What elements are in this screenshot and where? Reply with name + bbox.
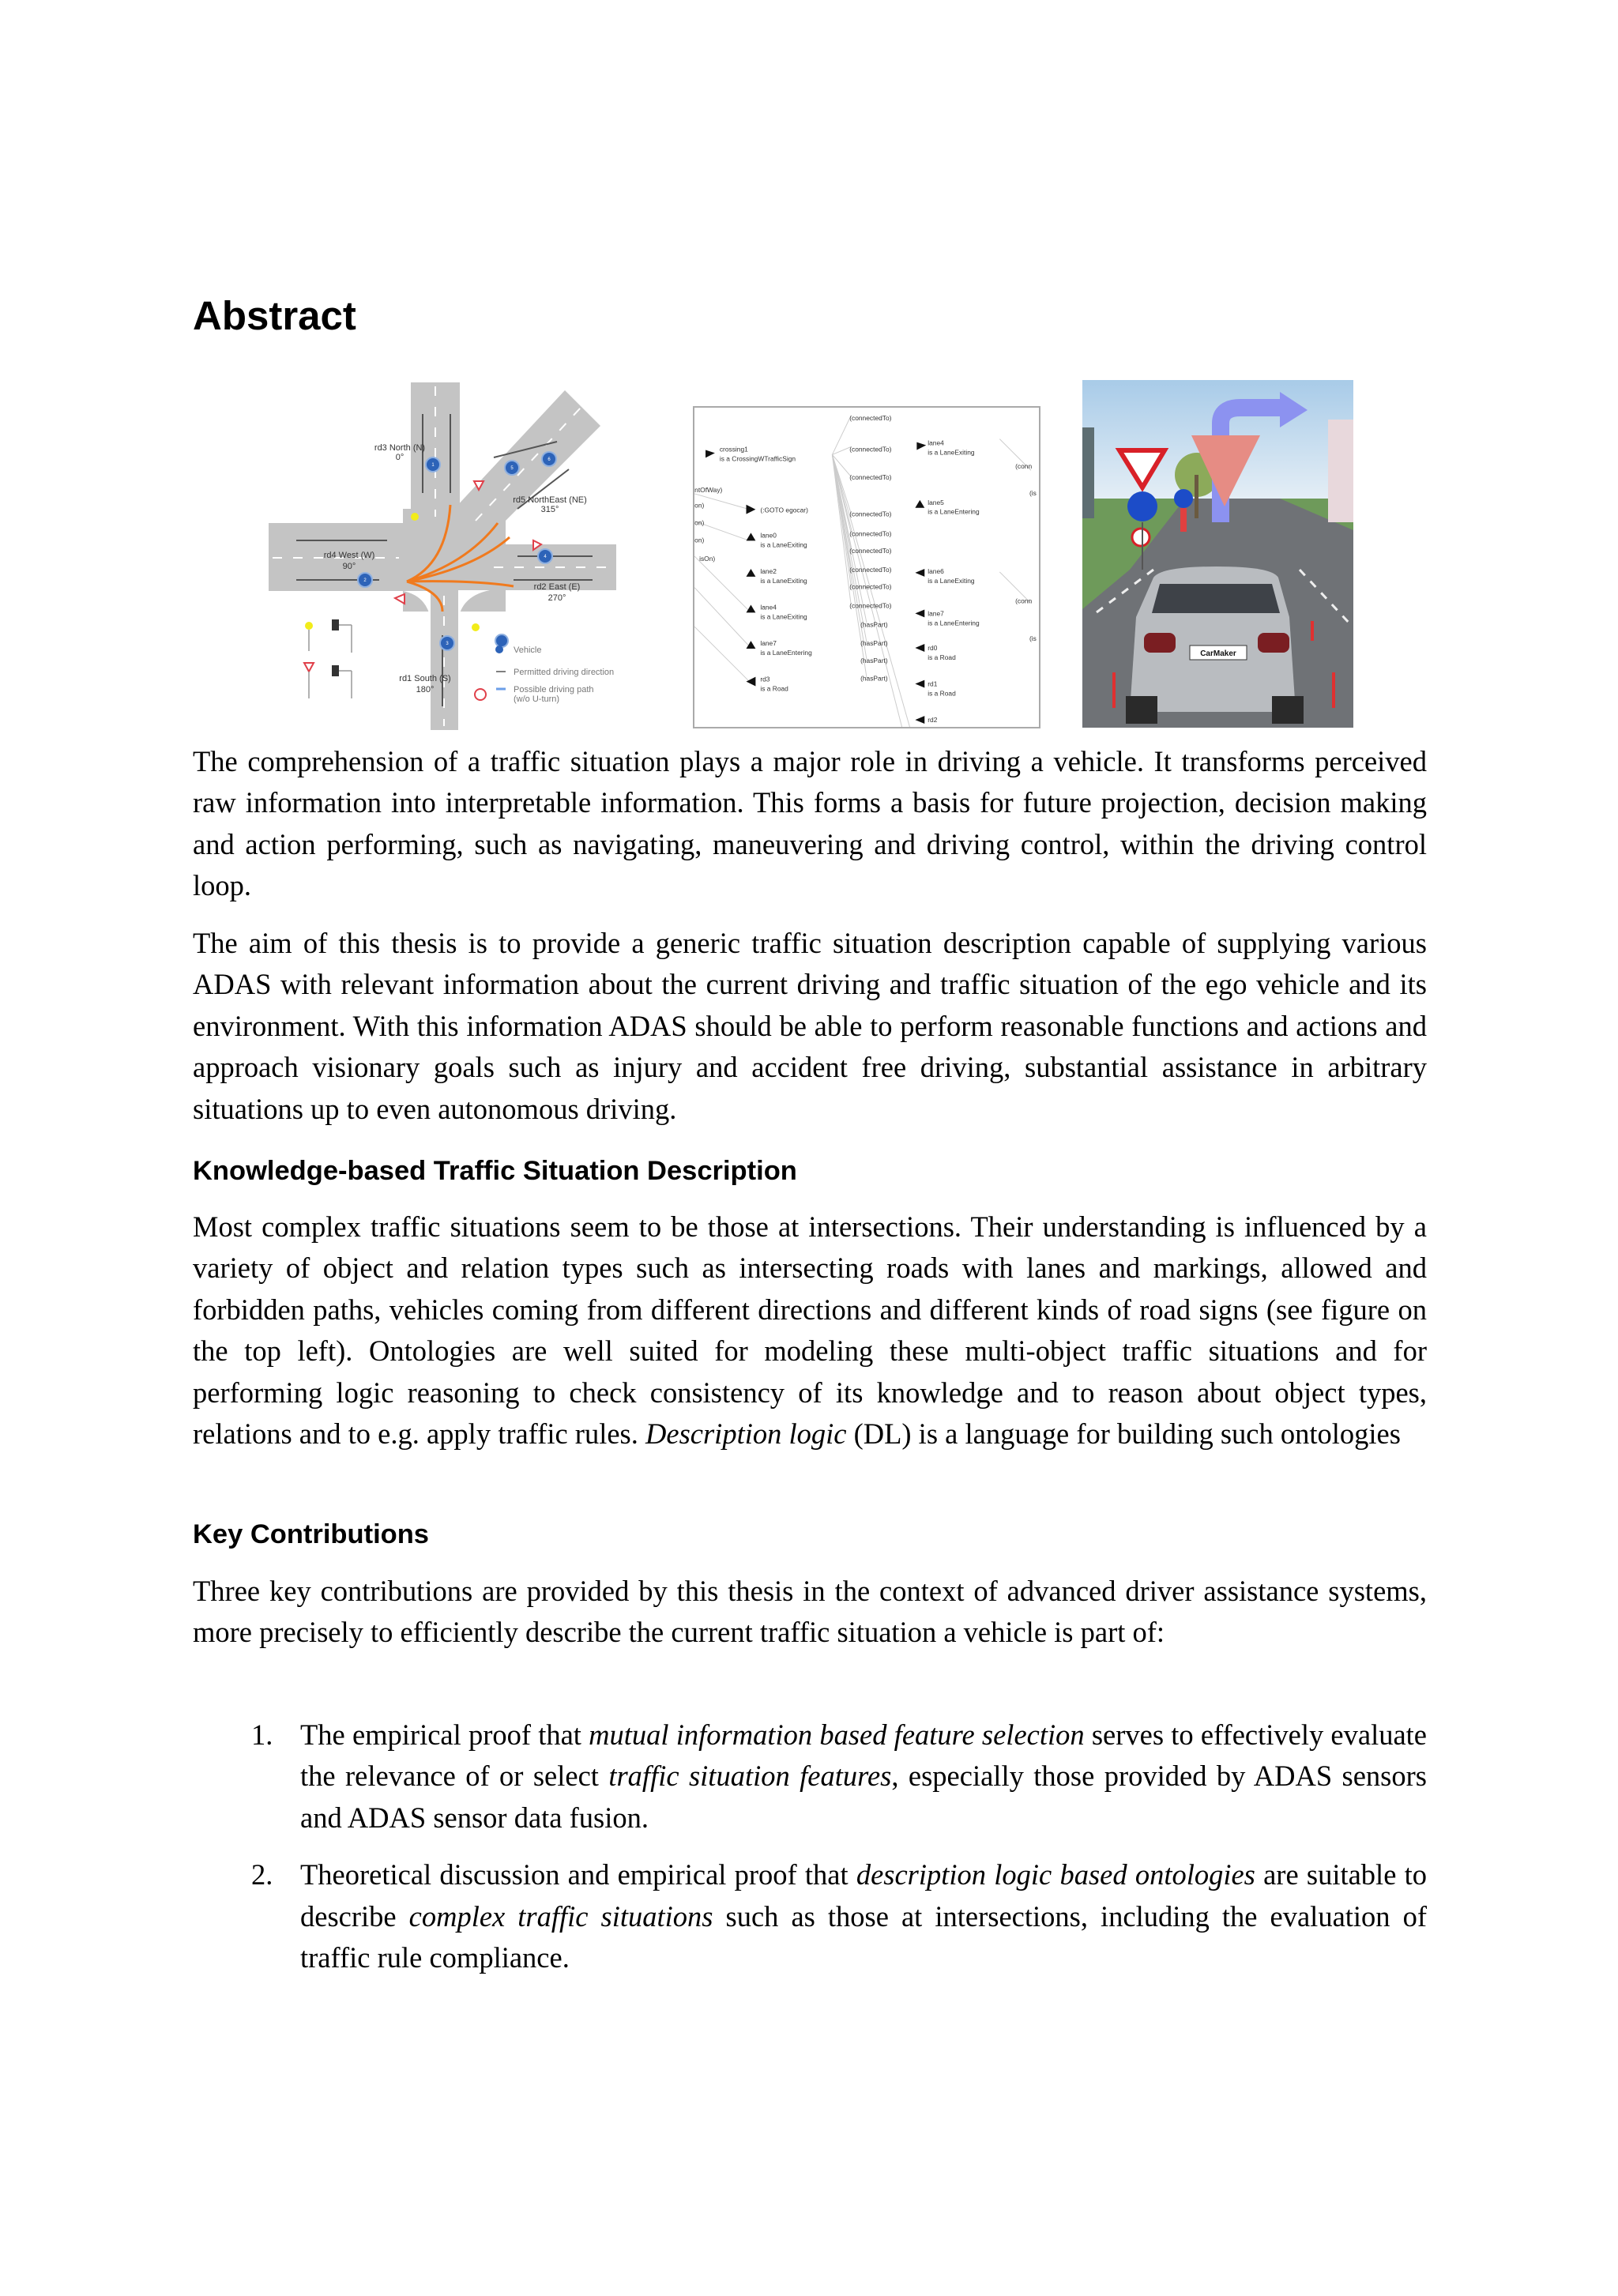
svg-text:4: 4 (544, 555, 547, 559)
page-title: Abstract (193, 293, 356, 338)
svg-text:(conn: (conn (1015, 462, 1033, 471)
svg-text:rd2 East (E): rd2 East (E) (533, 582, 581, 592)
abstract-paragraph-1: The comprehension of a traffic situation plays a major role in driving a vehicle. It transforms perceived raw information into interpretable information. This forms a basis for future projection, decision making and action performing, such as navigating, maneuvering and driving control, within the driving control loop. (193, 745, 1427, 902)
intersection-legend (495, 646, 614, 704)
figure-row (0, 0, 1618, 743)
svg-text:(w/o U-turn): (w/o U-turn) (514, 694, 560, 704)
intersection-diagram (269, 382, 656, 730)
svg-text:ntOfWay): ntOfWay) (694, 485, 723, 494)
svg-text:crossing1: crossing1 (719, 445, 748, 454)
svg-text:rd1: rd1 (928, 679, 938, 688)
svg-text:rd2: rd2 (928, 716, 938, 725)
svg-text:(connectedTo): (connectedTo) (849, 547, 892, 555)
section-heading-knowledge: Knowledge-based Traffic Situation Description (193, 1156, 797, 1186)
svg-text:isOn): isOn) (699, 555, 716, 563)
svg-text:is a CrossingWTrafficSign: is a CrossingWTrafficSign (719, 454, 796, 463)
svg-text:(is: (is (1029, 488, 1037, 497)
contributions-list (193, 1714, 1427, 1994)
svg-text:is a LaneEntering: is a LaneEntering (760, 648, 812, 657)
list-number: 2. (251, 1858, 273, 1891)
svg-text:is a LaneExiting: is a LaneExiting (760, 540, 807, 549)
svg-text:CarMaker: CarMaker (1200, 649, 1236, 658)
svg-text:is a Road: is a Road (928, 653, 956, 661)
svg-text:is a Road: is a Road (928, 689, 956, 698)
svg-text:is a LaneExiting: is a LaneExiting (760, 612, 807, 621)
svg-text:lane7: lane7 (760, 639, 777, 648)
svg-text:is a LaneEntering: is a LaneEntering (928, 619, 980, 627)
svg-text:(:GOTO egocar): (:GOTO egocar) (760, 506, 808, 514)
svg-text:is a LaneExiting: is a LaneExiting (760, 576, 807, 585)
svg-text:is a LaneExiting: is a LaneExiting (928, 576, 975, 585)
svg-text:(connectedTo): (connectedTo) (849, 510, 892, 518)
svg-text:(connectedTo): (connectedTo) (849, 601, 892, 610)
svg-text:lane5: lane5 (928, 498, 944, 506)
vehicle-number: 1 (431, 463, 435, 468)
svg-text:rd4 West (W): rd4 West (W) (323, 551, 375, 560)
svg-text:(connectedTo): (connectedTo) (849, 582, 892, 591)
svg-text:(connectedTo): (connectedTo) (849, 529, 892, 538)
svg-text:on): on) (694, 518, 705, 527)
svg-text:(connectedTo): (connectedTo) (849, 473, 892, 482)
svg-text:(hasPart): (hasPart) (860, 656, 888, 664)
svg-text:rd0: rd0 (928, 643, 938, 652)
svg-text:3: 3 (446, 642, 449, 646)
ontology-graph (693, 406, 1040, 728)
svg-text:rd3 North (N): rd3 North (N) (374, 443, 426, 453)
svg-text:(hasPart): (hasPart) (860, 674, 888, 683)
svg-text:on): on) (694, 536, 705, 544)
svg-text:(hasPart): (hasPart) (860, 620, 888, 629)
svg-text:rd3: rd3 (760, 675, 770, 683)
svg-text:270°: 270° (547, 593, 566, 603)
svg-text:Permitted driving direction: Permitted driving direction (514, 668, 615, 677)
svg-text:0°: 0° (395, 453, 404, 462)
list-number: 1. (251, 1718, 273, 1751)
svg-text:(conn: (conn (1015, 597, 1033, 605)
svg-text:is a LaneEntering: is a LaneEntering (928, 507, 980, 516)
svg-text:on): on) (694, 501, 705, 510)
svg-text:315°: 315° (540, 505, 559, 514)
svg-text:lane4: lane4 (760, 603, 777, 612)
svg-text:5: 5 (510, 466, 514, 471)
svg-text:90°: 90° (342, 562, 356, 571)
svg-text:lane0: lane0 (760, 531, 777, 540)
svg-text:(connectedTo): (connectedTo) (849, 445, 892, 454)
svg-text:Possible driving path: Possible driving path (514, 685, 594, 694)
svg-text:lane4: lane4 (928, 438, 944, 447)
list-item: 1. The empirical proof that mutual information based feature selection serves to effectively evaluate the relevance of or select traffic situation features, especially those provided by ADAS sensors and ADAS sensor data fusion. (193, 1714, 1427, 1839)
section-heading-contributions: Key Contributions (193, 1519, 429, 1549)
svg-text:(hasPart): (hasPart) (860, 639, 888, 648)
svg-text:180°: 180° (416, 685, 435, 694)
driving-scene-render (1082, 380, 1353, 728)
abstract-paragraph-2: The aim of this thesis is to provide a generic traffic situation description capable of supplying various ADAS with relevant information about the current driving and traffic situation of the ego vehicle and its environment. With this information ADAS should be able to perform reasonable functions and actions and approach visionary goals such as injury and accident free driving, substantial assistance in arbitrary situations up to even autonomous driving. (193, 927, 1427, 1125)
svg-text:Vehicle: Vehicle (514, 646, 542, 655)
svg-text:rd1 South (S): rd1 South (S) (399, 674, 451, 683)
svg-text:(is: (is (1029, 634, 1037, 643)
svg-text:is a LaneExiting: is a LaneExiting (928, 448, 975, 457)
svg-text:lane6: lane6 (928, 566, 944, 575)
svg-text:lane2: lane2 (760, 566, 777, 575)
svg-text:(connectedTo): (connectedTo) (849, 565, 892, 574)
contributions-intro: Three key contributions are provided by this thesis in the context of advanced driver assistance systems, more precisely to efficiently describe the current traffic situation a vehicle is part of: (193, 1575, 1427, 1649)
svg-text:2: 2 (363, 578, 367, 583)
svg-text:6: 6 (547, 457, 551, 462)
svg-text:rd5 NorthEast (NE): rd5 NorthEast (NE) (513, 495, 587, 505)
svg-text:is a Road: is a Road (760, 684, 788, 693)
svg-text:lane7: lane7 (928, 609, 944, 618)
svg-text:(connectedTo): (connectedTo) (849, 413, 892, 422)
list-item: 2. Theoretical discussion and empirical proof that description logic based ontologies are suitable to describe complex traffic situations such as those at intersections, including the evaluation of traffic rule compliance. (193, 1854, 1427, 1978)
knowledge-paragraph: Most complex traffic situations seem to be those at intersections. Their understanding is influenced by a variety of object and relation types such as intersecting roads with lanes and markings, allowed and forbidden paths, vehicles coming from different directions and different kinds of road signs (see figure on the top left). Ontologies are well suited for modeling these multi-object traffic situations and for performing logic reasoning to check consistency of its knowledge and to reason about object types, relations and to e.g. apply traffic rules. Description logic (DL) is a language for building such ontologies (193, 1210, 1427, 1451)
